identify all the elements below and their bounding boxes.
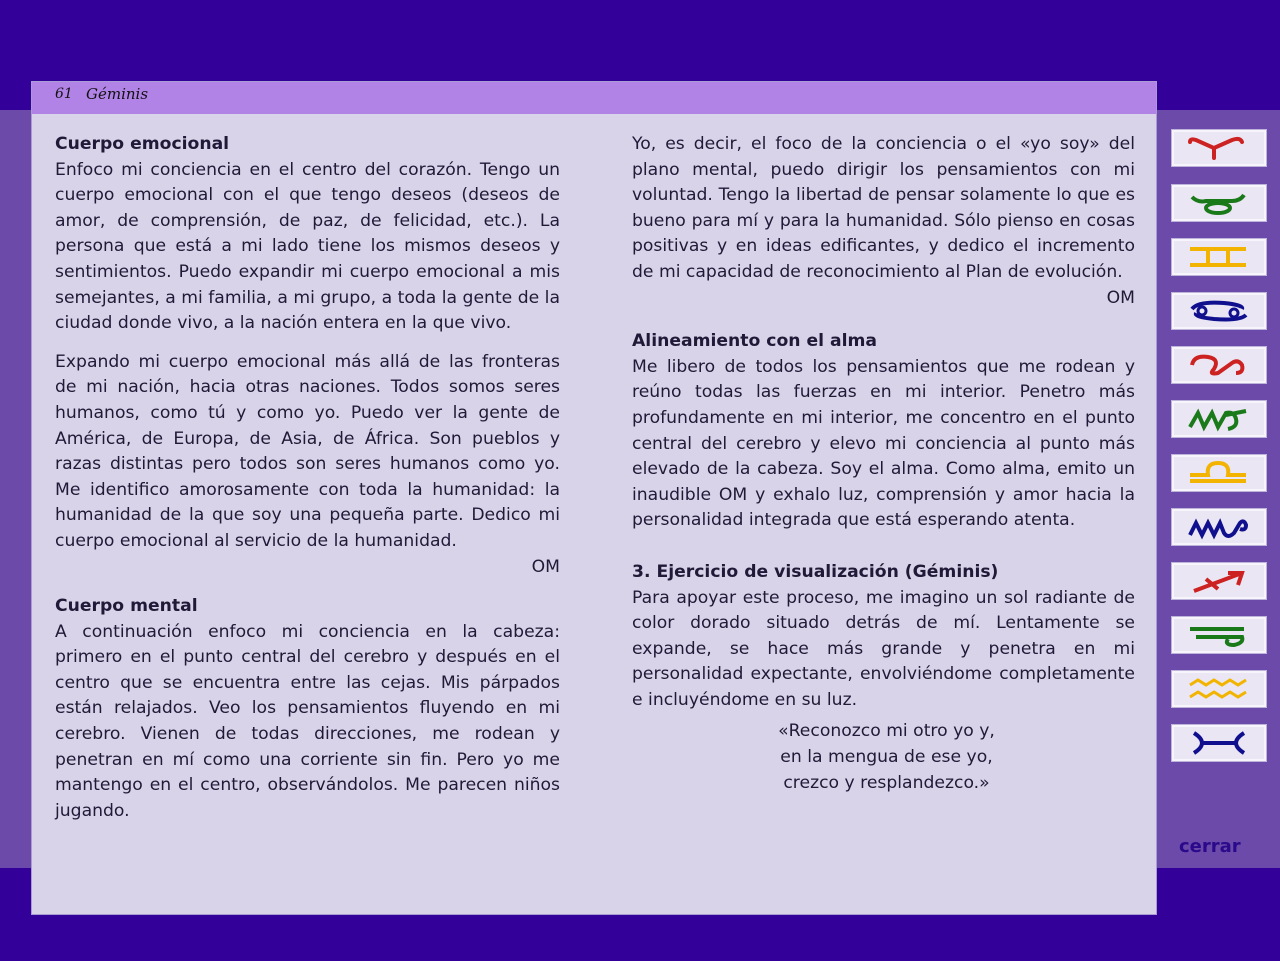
- zodiac-button-capricorn[interactable]: [1171, 616, 1267, 654]
- capricorn-icon: [1184, 621, 1254, 649]
- page-header: [32, 82, 1156, 114]
- zodiac-button-gemini[interactable]: [1171, 238, 1267, 276]
- om-mantra: OM: [1106, 287, 1135, 308]
- chapter-title: Géminis: [86, 85, 149, 103]
- paragraph: Para apoyar este proceso, me imagino un sol radiante de color dorado situado detrás de mí. Lentamente se expande, se hace más grande y penetra en mi personalidad expectante, envolviéndome completamente e incluyéndome en su luz.: [632, 587, 1135, 710]
- virgo-icon: [1184, 405, 1254, 433]
- zodiac-button-aquarius[interactable]: [1171, 670, 1267, 708]
- zodiac-button-sagittarius[interactable]: [1171, 562, 1267, 600]
- quote-line: «Reconozco mi otro yo y,: [778, 721, 995, 742]
- sagittarius-icon: [1184, 567, 1254, 595]
- zodiac-button-cancer[interactable]: [1171, 292, 1267, 330]
- paragraph: A continuación enfoco mi conciencia en la cabeza: primero en el punto central del cerebro y después en el centro que se encuentra entre las cejas. Mis párpados están relajados. Veo los pensamientos fluyendo en mi cerebro. Vienen de todas direcciones, me rodean y penetran en mí como una corriente sin fin. Pero yo me mantengo en el centro, observándolos. Me parecen niños jugando.: [55, 621, 560, 821]
- pisces-icon: [1184, 729, 1254, 757]
- heading-cuerpo-emocional: Cuerpo emocional: [55, 134, 230, 154]
- om-mantra: OM: [531, 556, 560, 577]
- leo-icon: [1184, 351, 1254, 379]
- aquarius-icon: [1184, 675, 1254, 703]
- cancer-icon: [1184, 297, 1254, 325]
- book-page: [32, 82, 1156, 914]
- libra-icon: [1184, 459, 1254, 487]
- page-number: 61: [55, 86, 73, 102]
- taurus-icon: [1184, 189, 1254, 217]
- heading-cuerpo-mental: Cuerpo mental: [55, 596, 198, 617]
- zodiac-button-taurus[interactable]: [1171, 184, 1267, 222]
- paragraph: Expando mi cuerpo emocional más allá de las fronteras de mi nación, hacia otras naciones. Todos somos seres humanos, como tú y como yo. Puedo ver la gente de América, de Europa, de Asia, de África. Son pueblos y razas distintas pero todos son seres humanos como yo. Me identifico amorosamente con toda la humanidad: la humanidad de la que soy una pequeña parte. Dedico mi cuerpo emocional al servicio de la humanidad.: [55, 351, 560, 551]
- zodiac-button-aries[interactable]: [1171, 129, 1267, 167]
- zodiac-button-pisces[interactable]: [1171, 724, 1267, 762]
- closing-quote: [632, 719, 1135, 796]
- paragraph: Me libero de todos los pensamientos que me rodean y reúno todas las fuerzas en mi interior. Penetro más profundamente en mi interior, me concentro en el punto central del cerebro y elevo mi conciencia al punto más elevado de la cabeza. Soy el alma. Como alma, emito un inaudible OM y exhalo luz, comprensión y amor hacia la personalidad integrada que está esperando atenta.: [632, 356, 1135, 531]
- paragraph: Enfoco mi conciencia en el centro del corazón. Tengo un cuerpo emocional con el que tengo deseos (deseos de amor, de comprensión, de paz, de felicidad, etc.). La persona que está a mi lado tiene los mismos deseos y sentimientos. Puedo expandir mi cuerpo emocional a mis semejantes, a mi familia, a mi grupo, a toda la gente de la ciudad donde vivo, a la nación entera en la que vivo.: [55, 159, 560, 334]
- aries-icon: [1184, 134, 1254, 162]
- gemini-icon: [1184, 243, 1254, 271]
- zodiac-button-libra[interactable]: [1171, 454, 1267, 492]
- zodiac-button-virgo[interactable]: [1171, 400, 1267, 438]
- heading-alineamiento: Alineamiento con el alma: [632, 331, 878, 352]
- zodiac-button-leo[interactable]: [1171, 346, 1267, 384]
- quote-line: en la mengua de ese yo,: [780, 747, 993, 768]
- right-column: [632, 132, 1135, 796]
- heading-ejercicio: 3. Ejercicio de visualización (Géminis): [632, 561, 999, 582]
- close-button[interactable]: cerrar: [1179, 836, 1241, 857]
- quote-line: crezco y resplandezco.»: [783, 772, 990, 793]
- left-column: [55, 132, 560, 824]
- paragraph: Yo, es decir, el foco de la conciencia o el «yo soy» del plano mental, puedo dirigir los pensamientos con mi voluntad. Tengo la libertad de pensar solamente lo que es bueno para mí y para la humanidad. Sólo pienso en cosas positivas y en ideas edificantes, y dedico el incremento de mi capacidad de reconocimiento al Plan de evolución.: [632, 134, 1135, 282]
- zodiac-button-scorpio[interactable]: [1171, 508, 1267, 546]
- scorpio-icon: [1184, 513, 1254, 541]
